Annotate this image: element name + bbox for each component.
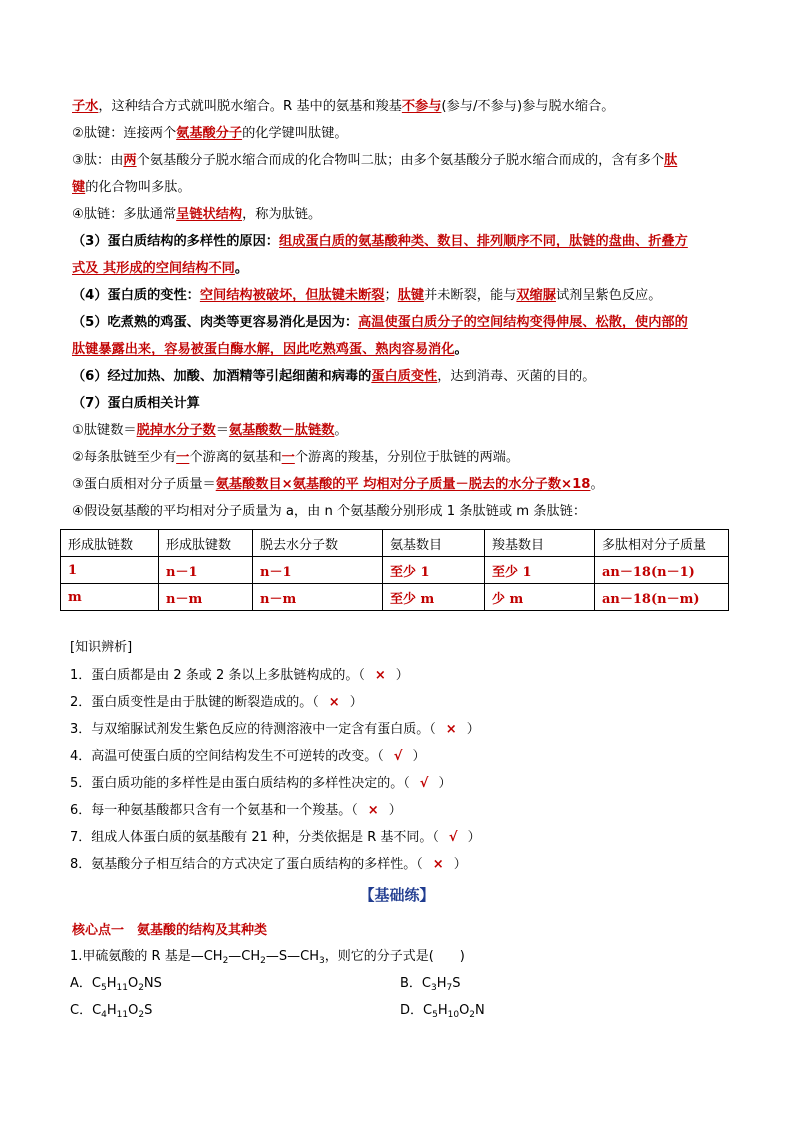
text: 。 <box>454 342 468 357</box>
answer-mark: × <box>367 803 379 818</box>
paragraph-digestion <box>72 309 732 336</box>
table-cell: 至少 1 <box>383 557 485 584</box>
stem-text: —CH <box>228 949 261 964</box>
formula-part: H <box>437 1003 448 1018</box>
subscript: 2 <box>469 1010 476 1020</box>
item-close: ） <box>388 803 402 818</box>
table-header-cell: 氨基数目 <box>383 530 485 557</box>
table-header-cell: 形成肽链数 <box>61 530 159 557</box>
option-label: A．C <box>70 976 101 991</box>
table-header-cell: 脱去水分子数 <box>253 530 383 557</box>
paragraph-calc-title <box>72 390 732 417</box>
option-label: D．C <box>400 1003 433 1018</box>
question-stem <box>70 947 465 971</box>
item-close: ） <box>349 695 363 710</box>
discrimination-item <box>70 693 363 713</box>
table-cell: an－18(n－m) <box>595 584 729 611</box>
blank-answer: 子水 <box>72 99 99 114</box>
blank-answer: 一 <box>176 450 190 465</box>
formula-part: N <box>475 1003 485 1018</box>
item-text: 7．组成人体蛋白质的氨基酸有 21 种，分类依据是 R 基不同。（ <box>70 830 439 845</box>
discrimination-item <box>70 747 425 767</box>
answer-mark: √ <box>393 749 403 764</box>
formula-part: S <box>452 976 461 991</box>
discrimination-item <box>70 720 480 740</box>
text: （7）蛋白质相关计算 <box>72 396 200 411</box>
blank-answer: 脱掉水分子数 <box>136 423 216 438</box>
answer-mark: × <box>445 722 457 737</box>
text: 并未断裂，能与 <box>424 288 517 303</box>
text: (参与/不参与)参与脱水缩合。 <box>441 99 615 114</box>
paragraph-sterilization <box>72 363 732 390</box>
blank-answer: 肽 <box>664 153 678 168</box>
blank-answer: 式及 其形成的空间结构不同 <box>72 261 235 276</box>
blank-answer: 呈链状结构 <box>176 207 243 222</box>
item-text: 8．氨基酸分子相互结合的方式决定了蛋白质结构的多样性。（ <box>70 857 423 872</box>
text: ④假设氨基酸的平均相对分子质量为 a，由 n 个氨基酸分别形成 1 条肽链或 m 条肽链： <box>72 504 587 519</box>
paragraph-digestion-cont <box>72 336 732 363</box>
subscript: 3 <box>319 956 325 966</box>
paragraph-peptide-bond <box>72 120 732 147</box>
discrimination-title: [知识辨析] <box>70 640 133 655</box>
formula-part: NS <box>143 976 162 991</box>
subscript: 5 <box>100 983 107 993</box>
paragraph-denaturation <box>72 282 732 309</box>
subscript: 5 <box>432 1010 438 1020</box>
table-cell: an－18(n－1) <box>595 557 729 584</box>
blank-answer: 高温使蛋白质分子的空间结构变得伸展、松散，使内部的 <box>358 315 688 330</box>
subscript: 11 <box>116 983 128 993</box>
blank-answer: 键 <box>72 180 86 195</box>
text: （6）经过加热、加酸、加酒精等引起细菌和病毒的 <box>72 369 372 384</box>
answer-mark: √ <box>448 830 458 845</box>
discrimination-item <box>70 801 402 821</box>
formula-part: H <box>436 976 447 991</box>
subscript: 2 <box>138 983 144 993</box>
option-c[interactable] <box>70 1001 152 1025</box>
item-text: 1．蛋白质都是由 2 条或 2 条以上多肽链构成的。（ <box>70 668 365 683</box>
blank-answer: 双缩脲 <box>516 288 556 303</box>
paragraph-peptide-cont <box>72 174 732 201</box>
text: ＝ <box>215 423 229 438</box>
discrimination-item <box>70 774 451 794</box>
answer-mark: × <box>374 668 386 683</box>
text: ，达到消毒、灭菌的目的。 <box>437 369 596 384</box>
item-text: 2．蛋白质变性是由于肽键的断裂造成的。（ <box>70 695 319 710</box>
answer-mark: × <box>328 695 340 710</box>
table-header-cell: 羧基数目 <box>485 530 595 557</box>
item-close: ） <box>395 668 409 683</box>
item-close: ） <box>438 776 452 791</box>
formula-part: S <box>144 1003 153 1018</box>
formula-part: O <box>127 976 139 991</box>
blank-answer: 组成蛋白质的氨基酸种类、数目、排列顺序不同，肽链的盘曲、折叠方 <box>279 234 688 249</box>
table-cell: 少 m <box>485 584 595 611</box>
table-cell: n－1 <box>253 557 383 584</box>
table-cell: 至少 1 <box>485 557 595 584</box>
text: 试剂呈紫色反应。 <box>555 288 662 303</box>
subscript: 7 <box>446 983 453 993</box>
paragraph-peptide-count <box>72 417 732 444</box>
subscript: 2 <box>260 956 266 966</box>
section-heading: 【基础练】 <box>359 886 435 904</box>
text: （4）蛋白质的变性： <box>72 288 200 303</box>
text: ③肽：由 <box>72 153 124 168</box>
blank-answer: 氨基酸分子 <box>176 126 243 141</box>
paragraph-diversity <box>72 228 732 255</box>
blank-answer: 肽键暴露出来，容易被蛋白酶水解，因此吃熟鸡蛋、熟肉容易消化 <box>72 342 455 357</box>
text: 。 <box>334 423 348 438</box>
table-cell: m <box>61 584 159 611</box>
table-row <box>61 584 729 611</box>
table-header-cell: 形成肽键数 <box>159 530 253 557</box>
table-row <box>61 557 729 584</box>
text: ； <box>384 288 398 303</box>
text: （3）蛋白质结构的多样性的原因： <box>72 234 279 249</box>
item-text: 4．高温可使蛋白质的空间结构发生不可逆转的改变。（ <box>70 749 384 764</box>
subscript: 3 <box>431 983 437 993</box>
item-close: ） <box>453 857 467 872</box>
formula-part: O <box>459 1003 470 1018</box>
text: 。 <box>234 261 249 276</box>
paragraph-free-groups <box>72 444 732 471</box>
discrimination-item <box>70 666 409 686</box>
formula-part: H <box>106 976 117 991</box>
blank-answer: 一 <box>281 450 295 465</box>
text: 。 <box>590 477 604 492</box>
subscript: 10 <box>447 1010 460 1020</box>
formula-part: O <box>128 1003 139 1018</box>
text: （5）吃煮熟的鸡蛋、肉类等更容易消化是因为： <box>72 315 359 330</box>
text: ①肽键数＝ <box>72 423 137 438</box>
text: 个游离的氨基和 <box>189 450 282 465</box>
discrimination-item <box>70 828 481 848</box>
key-point-title: 核心点一 氨基酸的结构及其种类 <box>72 923 268 938</box>
text: 的化学键叫肽键。 <box>242 126 348 141</box>
item-close: ） <box>467 830 481 845</box>
stem-text: 1.甲硫氨酸的 R 基是—CH <box>70 949 223 964</box>
answer-mark: √ <box>419 776 429 791</box>
item-close: ） <box>466 722 480 737</box>
blank-answer: 肽键 <box>397 288 425 303</box>
blank-answer: 两 <box>123 153 137 168</box>
formula-part: H <box>106 1003 117 1018</box>
stem-text: —S—CH <box>265 949 319 964</box>
option-label: C．C <box>70 1003 102 1018</box>
text: ，称为肽链。 <box>242 207 322 222</box>
blank-answer: 空间结构被破坏，但肽键未断裂 <box>199 288 385 303</box>
item-text: 5．蛋白质功能的多样性是由蛋白质结构的多样性决定的。（ <box>70 776 410 791</box>
paragraph-peptide <box>72 147 732 174</box>
text: ，这种结合方式就叫脱水缩合。R 基中的氨基和羧基 <box>98 99 402 114</box>
item-text: 3．与双缩脲试剂发生紫色反应的待测溶液中一定含有蛋白质。（ <box>70 722 436 737</box>
text: ③蛋白质相对分子质量＝ <box>72 477 216 492</box>
subscript: 2 <box>138 1010 145 1020</box>
item-text: 6．每一种氨基酸都只含有一个氨基和一个羧基。（ <box>70 803 358 818</box>
text: 的化合物叫多肽。 <box>85 180 191 195</box>
table-cell: n－m <box>159 584 253 611</box>
stem-text: ，则它的分子式是( ) <box>324 949 465 964</box>
text: 个游离的羧基，分别位于肽链的两端。 <box>294 450 520 465</box>
table-header-cell: 多肽相对分子质量 <box>595 530 729 557</box>
table-cell: n－m <box>253 584 383 611</box>
text: 个氨基酸分子脱水缩合而成的化合物叫二肽；由多个氨基酸分子脱水缩合而成的，含有多个 <box>136 153 665 168</box>
blank-answer: 蛋白质变性 <box>371 369 438 384</box>
subscript: 2 <box>222 956 229 966</box>
text: ②每条肽链至少有 <box>72 450 177 465</box>
blank-answer: 不参与 <box>401 99 442 114</box>
subscript: 11 <box>116 1010 129 1020</box>
paragraph-dehydration <box>72 93 732 120</box>
calc-table <box>60 529 729 611</box>
option-a[interactable] <box>70 974 162 998</box>
subscript: 4 <box>101 1010 107 1020</box>
option-d[interactable] <box>400 1001 485 1025</box>
paragraph-assumption <box>72 498 732 525</box>
paragraph-molecular-mass <box>72 471 732 498</box>
text: ②肽键：连接两个 <box>72 126 177 141</box>
option-label: B．C <box>400 976 431 991</box>
blank-answer: 氨基酸数目×氨基酸的平 均相对分子质量－脱去的水分子数×18 <box>215 477 591 492</box>
text: ④肽链：多肽通常 <box>72 207 177 222</box>
discrimination-item <box>70 855 467 875</box>
table-cell: 1 <box>61 557 159 584</box>
answer-mark: × <box>432 857 444 872</box>
table-cell: 至少 m <box>383 584 485 611</box>
option-b[interactable] <box>400 974 461 998</box>
table-header-row <box>61 530 729 557</box>
paragraph-peptide-chain <box>72 201 732 228</box>
table-cell: n－1 <box>159 557 253 584</box>
blank-answer: 氨基酸数－肽链数 <box>228 423 335 438</box>
item-close: ） <box>412 749 426 764</box>
paragraph-diversity-cont <box>72 255 732 282</box>
